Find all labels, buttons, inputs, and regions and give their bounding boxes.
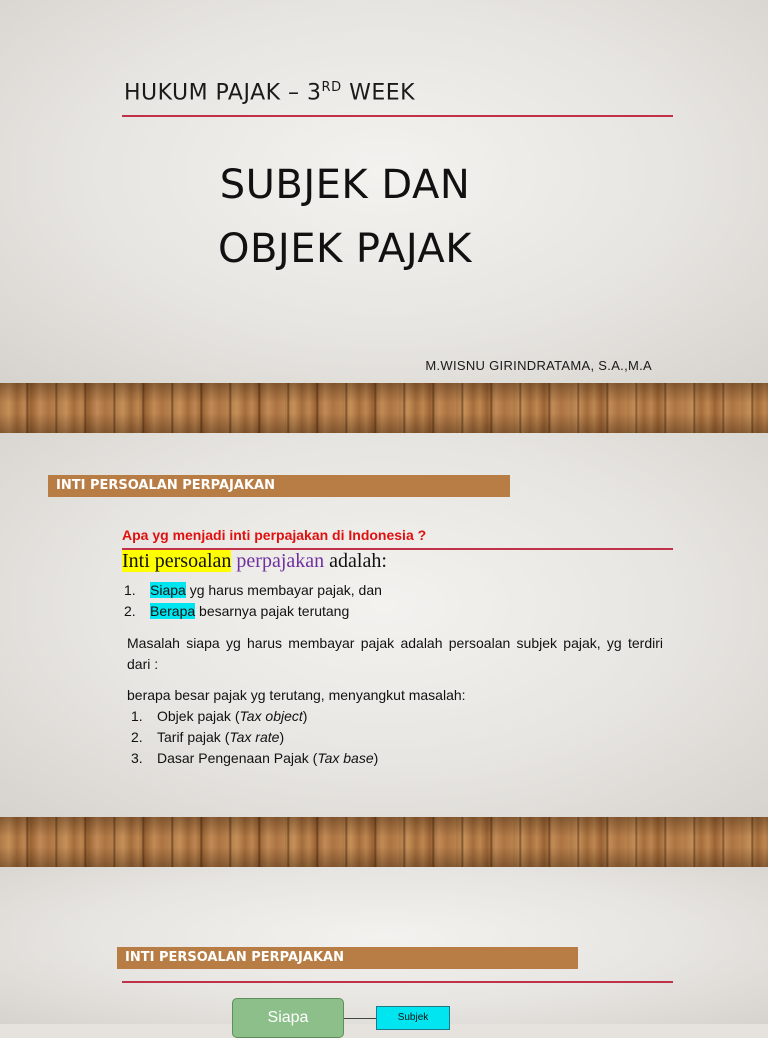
title-line-2: OBJEK PAJAK: [217, 226, 473, 272]
section-header: INTI PERSOALAN PERPAJAKAN: [48, 475, 510, 497]
header-divider: [122, 981, 673, 983]
wood-floor-divider: [0, 383, 768, 433]
question-text: Apa yg menjadi inti perpajakan di Indonesia ?: [122, 527, 427, 543]
slide-main-title: [0, 153, 690, 281]
title-line-1: SUBJEK DAN: [219, 162, 471, 208]
diagram-subjek-box: Subjek: [376, 1006, 450, 1030]
diagram-connector: [344, 1018, 376, 1019]
author-name: M.WISNU GIRINDRATAMA, S.A.,M.A: [425, 358, 652, 373]
wood-floor-divider-2: [0, 817, 768, 867]
slide-title: [0, 0, 768, 383]
objek-list: [131, 706, 378, 769]
list-item: 2. Tarif pajak (Tax rate): [131, 729, 285, 745]
intro-purple: perpajakan: [236, 550, 325, 572]
intro-line: Inti persoalan perpajakan adalah:: [122, 550, 387, 572]
intro-highlight: Inti persoalan: [122, 550, 232, 572]
paragraph-berapa: berapa besar pajak yg terutang, menyangkut masalah:: [127, 687, 466, 703]
main-questions-list: [124, 580, 382, 622]
paragraph-subjek: Masalah siapa yg harus membayar pajak adalah persoalan subjek pajak, yg terdiri dari :: [127, 635, 663, 672]
list-item: 3. Dasar Pengenaan Pajak (Tax base): [131, 750, 379, 766]
section-header: INTI PERSOALAN PERPAJAKAN: [117, 947, 578, 969]
heading-divider: [122, 115, 673, 117]
list-item: 1. Siapa yg harus membayar pajak, dan: [124, 582, 382, 598]
course-heading: HUKUM PAJAK – 3RD WEEK: [124, 80, 416, 106]
list-item: 2. Berapa besarnya pajak terutang: [124, 603, 350, 619]
slide-inti-persoalan: [0, 433, 768, 817]
list-item: 1. Objek pajak (Tax object): [131, 708, 308, 724]
slide-inti-persoalan-2: [0, 867, 768, 1024]
diagram-siapa-box: Siapa: [232, 998, 344, 1038]
